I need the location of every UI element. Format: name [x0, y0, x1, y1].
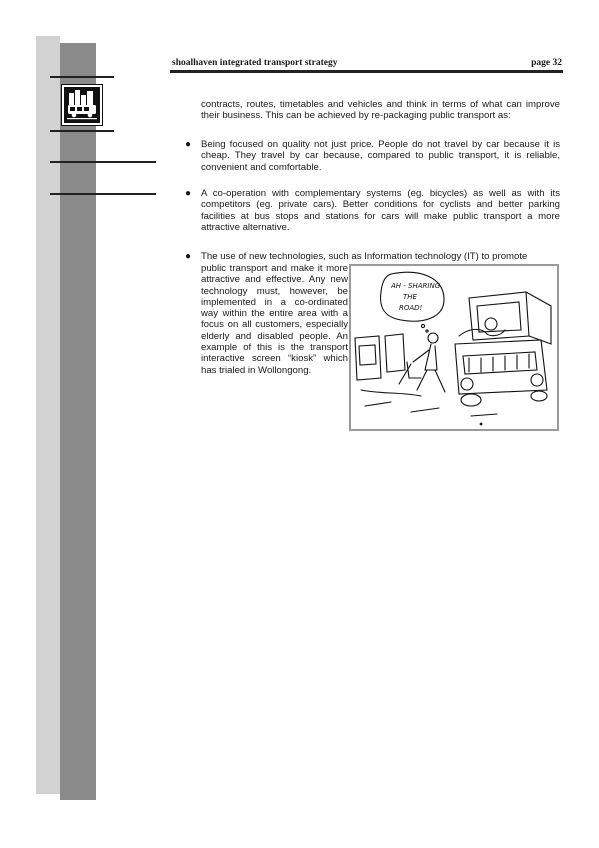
document-title: shoalhaven integrated transport strategy — [172, 58, 338, 68]
intro-paragraph: contracts, routes, timetables and vehicles and think in terms of what can improve their business. This can be achieved by re-packaging public transport as: — [201, 99, 560, 122]
bullet-marker: ● — [185, 139, 192, 150]
bullet-item-technology-first-line: The use of new technologies, such as Information technology (IT) to promote — [201, 251, 528, 262]
side-rule-bottom — [50, 193, 156, 195]
public-transport-icon — [62, 85, 102, 125]
left-margin-bar-light — [36, 36, 60, 794]
left-margin-bar-dark — [60, 43, 96, 800]
bullet-marker: ● — [185, 251, 192, 262]
side-rule-top — [50, 161, 156, 163]
page-number: page 32 — [531, 58, 562, 68]
speech-line-3: ROAD! — [399, 304, 423, 312]
icon-rule-top — [50, 76, 114, 78]
bullet-item-quality: Being focused on quality not just price. People do not travel by car because it is cheap. They travel by car because, compared to public transport, it is reliable, convenient and comfortable. — [201, 139, 560, 173]
bullet-item-cooperation: A co-operation with complementary systems (eg. bicycles) as well as with its competitors (eg. private cars). Better conditions for cyclists and better parking facilities at bus stops and stations for cars will make public transport a more attractive alternative. — [201, 188, 560, 233]
icon-rule-bottom — [50, 130, 114, 132]
bullet-item-technology-wrap: public transport and make it more attractive and effective. Any new technology must, however, be implemented in a co-ordinated way within the entire area with a focus on all customers, especially elderly and disabled people. An example of this is the transport interactive screen “kiosk” which has trialed in Wollongong. — [201, 263, 348, 376]
speech-line-2: THE — [403, 293, 417, 301]
header-rule — [170, 70, 563, 73]
bullet-marker: ● — [185, 188, 192, 199]
speech-line-1: AH - SHARING — [391, 282, 441, 290]
sharing-the-road-cartoon — [349, 264, 559, 431]
